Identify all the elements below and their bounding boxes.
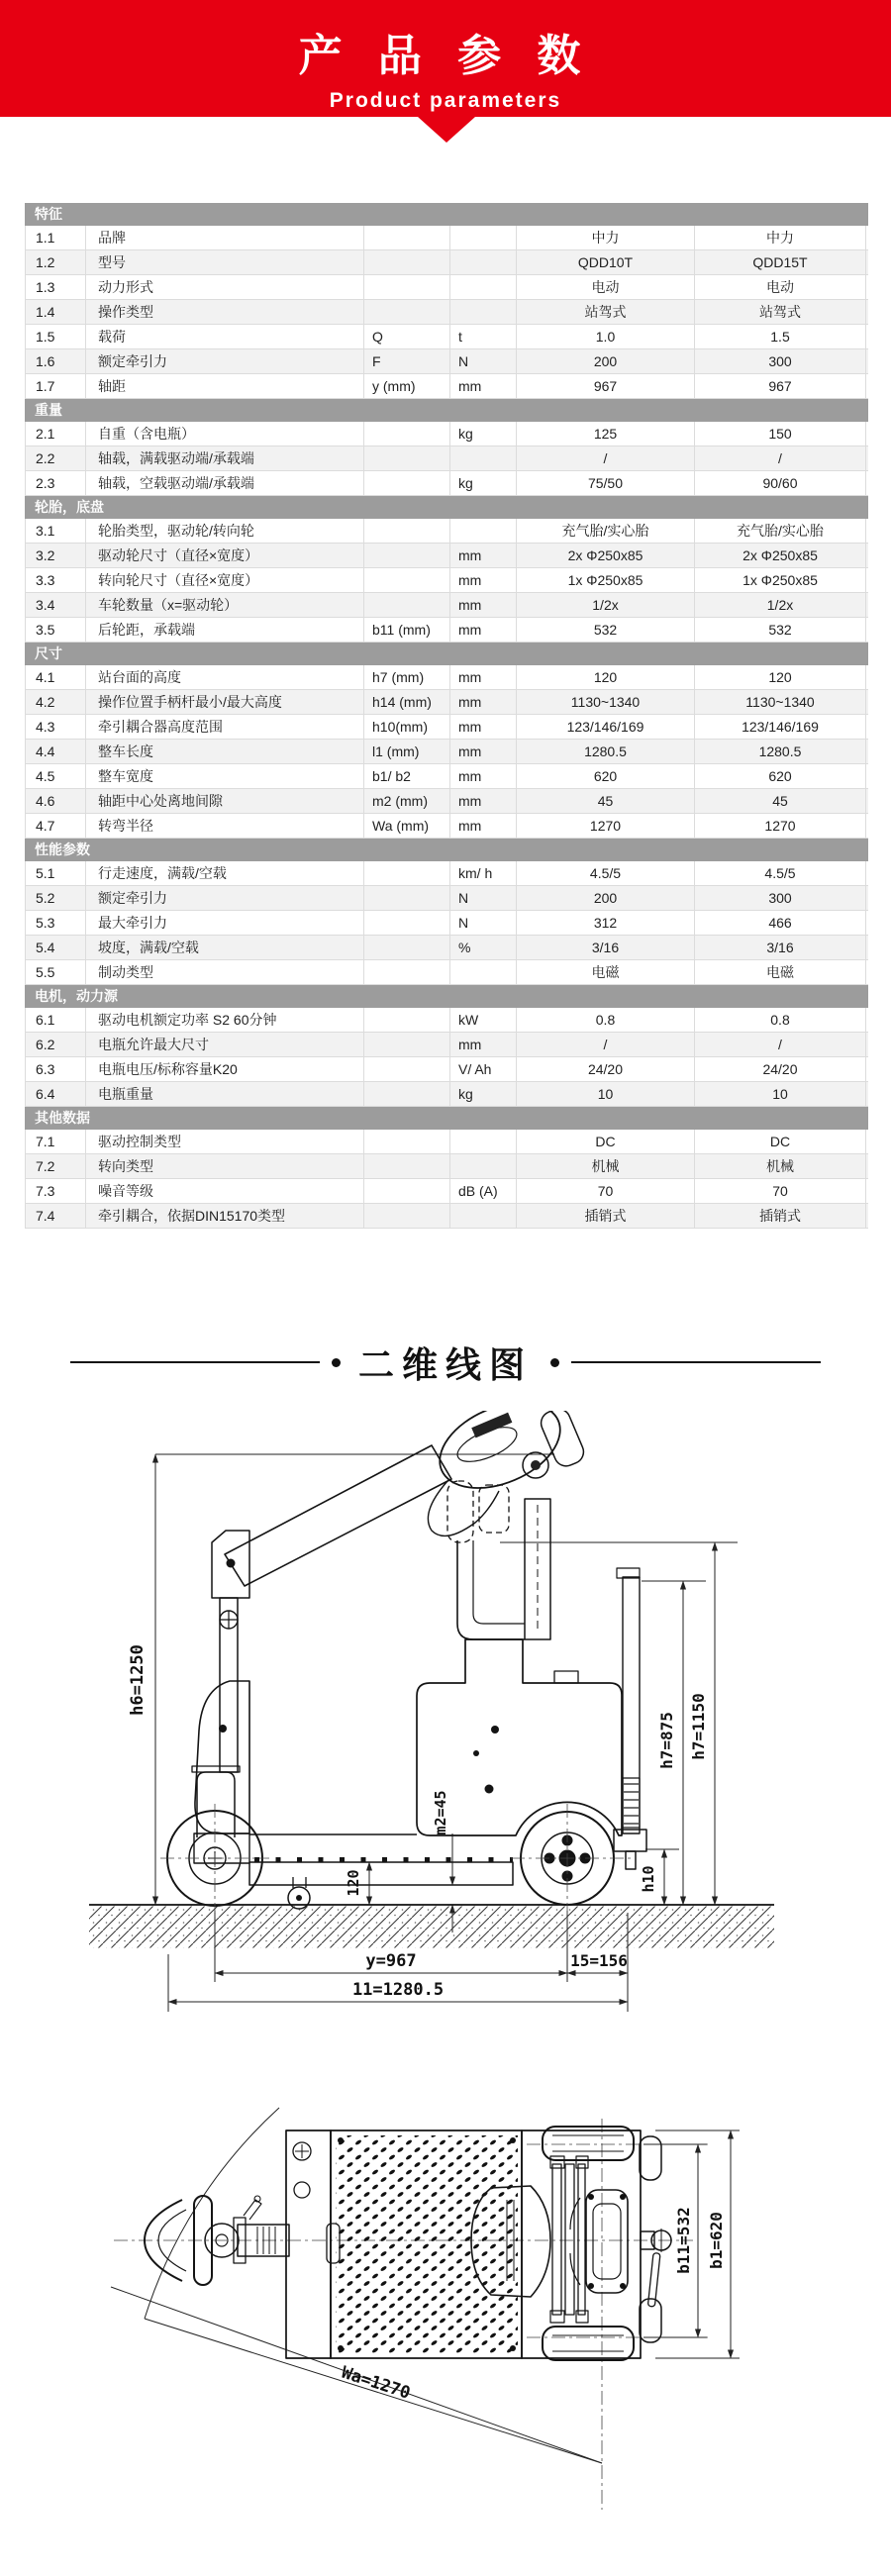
- cell-unit: mm: [450, 690, 517, 714]
- cell-name: 制动类型: [86, 960, 364, 984]
- cell-name: 后轮距，承载端: [86, 618, 364, 642]
- cell-v2: 1x Φ250x85: [695, 568, 866, 592]
- cell-v2: 120: [695, 665, 866, 689]
- cell-v2: 2x Φ250x85: [695, 544, 866, 567]
- table-row: [25, 593, 868, 618]
- cell-v1: 75/50: [517, 471, 695, 495]
- cell-v1: 10: [517, 1082, 695, 1106]
- table-row: [25, 911, 868, 936]
- cell-v2: /: [695, 1033, 866, 1056]
- cell-unit: mm: [450, 740, 517, 763]
- cell-v2: 1.5: [695, 325, 866, 348]
- cell-symbol: b11 (mm): [364, 618, 450, 642]
- table-row: [25, 715, 868, 740]
- table-row: [25, 250, 868, 275]
- cell-symbol: [364, 226, 450, 249]
- table-row: [25, 618, 868, 643]
- cell-v1: 620: [517, 764, 695, 788]
- cell-name: 轴载，满载驱动端/承载端: [86, 446, 364, 470]
- section-header: 轮胎，底盘: [25, 496, 868, 519]
- table-row: [25, 814, 868, 839]
- cell-v1: 312: [517, 911, 695, 935]
- dim-label-platform-height: 120: [345, 1869, 362, 1897]
- cell-no: 3.5: [26, 618, 86, 642]
- cell-no: 3.4: [26, 593, 86, 617]
- cell-symbol: [364, 275, 450, 299]
- table-row: [25, 300, 868, 325]
- cell-v2: 1270: [695, 814, 866, 838]
- cell-name: 整车宽度: [86, 764, 364, 788]
- cell-v1: 4.5/5: [517, 861, 695, 885]
- cell-unit: mm: [450, 593, 517, 617]
- section-header: 特征: [25, 203, 868, 226]
- table-row: [25, 446, 868, 471]
- cell-v2: 150: [695, 422, 866, 446]
- cell-v1: 532: [517, 618, 695, 642]
- cell-v2: 电磁: [695, 960, 866, 984]
- cell-name: 电瓶允许最大尺寸: [86, 1033, 364, 1056]
- cell-no: 3.3: [26, 568, 86, 592]
- dim-label-l5: 15=156: [570, 1951, 628, 1970]
- cell-v2: DC: [695, 1130, 866, 1153]
- top-view-drawing: [79, 2074, 772, 2539]
- cell-unit: km/ h: [450, 861, 517, 885]
- cell-v1: 站驾式: [517, 300, 695, 324]
- cell-v1: 967: [517, 374, 695, 398]
- cell-unit: t: [450, 325, 517, 348]
- table-row: [25, 1082, 868, 1107]
- cell-no: 1.3: [26, 275, 86, 299]
- side-view-drawing: [59, 1411, 842, 2069]
- cell-unit: kg: [450, 1082, 517, 1106]
- page-subtitle: Product parameters: [329, 89, 562, 112]
- cell-v2: 967: [695, 374, 866, 398]
- cell-unit: [450, 275, 517, 299]
- cell-v2: 站驾式: [695, 300, 866, 324]
- cell-name: 坡度，满载/空载: [86, 936, 364, 959]
- dim-label-h10: h10: [640, 1865, 657, 1893]
- cell-v1: 1280.5: [517, 740, 695, 763]
- cell-unit: mm: [450, 618, 517, 642]
- cell-v1: 200: [517, 349, 695, 373]
- cell-name: 轴载，空载驱动端/承载端: [86, 471, 364, 495]
- cell-no: 1.5: [26, 325, 86, 348]
- cell-v1: 1130~1340: [517, 690, 695, 714]
- cell-unit: mm: [450, 665, 517, 689]
- cell-symbol: [364, 300, 450, 324]
- cell-symbol: [364, 446, 450, 470]
- cell-unit: [450, 1204, 517, 1228]
- cell-v1: 2x Φ250x85: [517, 544, 695, 567]
- table-row: [25, 936, 868, 960]
- cell-v2: 1130~1340: [695, 690, 866, 714]
- table-row: [25, 764, 868, 789]
- cell-no: 5.1: [26, 861, 86, 885]
- cell-name: 动力形式: [86, 275, 364, 299]
- table-row: [25, 1130, 868, 1154]
- table-row: [25, 325, 868, 349]
- cell-no: 5.5: [26, 960, 86, 984]
- cell-v1: DC: [517, 1130, 695, 1153]
- cell-symbol: Wa (mm): [364, 814, 450, 838]
- cell-v1: 200: [517, 886, 695, 910]
- cell-no: 6.3: [26, 1057, 86, 1081]
- table-row: [25, 349, 868, 374]
- cell-v2: 123/146/169: [695, 715, 866, 739]
- cell-no: 4.3: [26, 715, 86, 739]
- table-row: [25, 471, 868, 496]
- cell-name: 最大牵引力: [86, 911, 364, 935]
- cell-v1: /: [517, 1033, 695, 1056]
- cell-no: 6.2: [26, 1033, 86, 1056]
- cell-v2: 300: [695, 886, 866, 910]
- cell-symbol: [364, 960, 450, 984]
- dim-label-b1: b1=620: [707, 2212, 726, 2269]
- table-row: [25, 1033, 868, 1057]
- cell-v2: 1/2x: [695, 593, 866, 617]
- cell-unit: [450, 1154, 517, 1178]
- cell-symbol: [364, 1204, 450, 1228]
- cell-no: 2.1: [26, 422, 86, 446]
- table-row: [25, 960, 868, 985]
- cell-unit: mm: [450, 1033, 517, 1056]
- cell-unit: kW: [450, 1008, 517, 1032]
- cell-unit: [450, 300, 517, 324]
- cell-v2: /: [695, 446, 866, 470]
- table-row: [25, 690, 868, 715]
- cell-no: 2.3: [26, 471, 86, 495]
- cell-name: 操作类型: [86, 300, 364, 324]
- cell-name: 轴距: [86, 374, 364, 398]
- cell-symbol: [364, 1057, 450, 1081]
- cell-symbol: [364, 1130, 450, 1153]
- cell-v2: 90/60: [695, 471, 866, 495]
- section-header: 性能参数: [25, 839, 868, 861]
- table-row: [25, 1008, 868, 1033]
- table-row: [25, 374, 868, 399]
- cell-v1: 1270: [517, 814, 695, 838]
- cell-no: 6.1: [26, 1008, 86, 1032]
- cell-v2: 插销式: [695, 1204, 866, 1228]
- cell-no: 4.2: [26, 690, 86, 714]
- vehicle-top-view: [145, 2127, 671, 2360]
- cell-symbol: Q: [364, 325, 450, 348]
- cell-name: 轮胎类型，驱动轮/转向轮: [86, 519, 364, 543]
- cell-v1: 45: [517, 789, 695, 813]
- divider-dot-right: [550, 1358, 559, 1367]
- cell-symbol: [364, 936, 450, 959]
- cell-symbol: [364, 1033, 450, 1056]
- cell-v2: 466: [695, 911, 866, 935]
- dim-label-h7-min: h7=875: [657, 1712, 676, 1769]
- cell-v1: QDD10T: [517, 250, 695, 274]
- cell-name: 站台面的高度: [86, 665, 364, 689]
- cell-no: 3.2: [26, 544, 86, 567]
- cell-v1: 3/16: [517, 936, 695, 959]
- banner-pointer-triangle: [418, 117, 475, 143]
- cell-unit: V/ Ah: [450, 1057, 517, 1081]
- cell-symbol: [364, 593, 450, 617]
- dim-label-wa: Wa=1270: [339, 2362, 413, 2404]
- cell-v1: 插销式: [517, 1204, 695, 1228]
- vehicle-side-view: [160, 1411, 646, 1915]
- cell-name: 型号: [86, 250, 364, 274]
- cell-v1: 电动: [517, 275, 695, 299]
- ground: [89, 1905, 774, 1948]
- cell-no: 7.1: [26, 1130, 86, 1153]
- cell-unit: mm: [450, 544, 517, 567]
- cell-no: 4.5: [26, 764, 86, 788]
- cell-no: 5.2: [26, 886, 86, 910]
- cell-no: 6.4: [26, 1082, 86, 1106]
- cell-v1: 中力: [517, 226, 695, 249]
- cell-symbol: b1/ b2: [364, 764, 450, 788]
- cell-v2: 45: [695, 789, 866, 813]
- cell-name: 车轮数量（x=驱动轮）: [86, 593, 364, 617]
- table-row: [25, 544, 868, 568]
- cell-name: 牵引耦合，依据DIN15170类型: [86, 1204, 364, 1228]
- dim-label-b11: b11=532: [674, 2207, 693, 2274]
- divider-dot-left: [332, 1358, 341, 1367]
- cell-symbol: [364, 519, 450, 543]
- drawings-section-title: 二维线图: [357, 1343, 533, 1385]
- cell-v2: 0.8: [695, 1008, 866, 1032]
- cell-symbol: [364, 422, 450, 446]
- cell-no: 5.3: [26, 911, 86, 935]
- cell-name: 牵引耦合器高度范围: [86, 715, 364, 739]
- cell-v2: QDD15T: [695, 250, 866, 274]
- cell-v2: 300: [695, 349, 866, 373]
- cell-symbol: F: [364, 349, 450, 373]
- cell-symbol: [364, 544, 450, 567]
- cell-unit: %: [450, 936, 517, 959]
- cell-unit: dB (A): [450, 1179, 517, 1203]
- cell-unit: N: [450, 886, 517, 910]
- cell-v2: 24/20: [695, 1057, 866, 1081]
- divider-line-left: [70, 1361, 320, 1363]
- top-view-dimensions: [644, 2130, 740, 2358]
- cell-v1: 70: [517, 1179, 695, 1203]
- cell-no: 4.4: [26, 740, 86, 763]
- cell-name: 电瓶重量: [86, 1082, 364, 1106]
- cell-unit: kg: [450, 471, 517, 495]
- cell-name: 轴距中心处离地间隙: [86, 789, 364, 813]
- cell-unit: [450, 446, 517, 470]
- cell-name: 驱动轮尺寸（直径×宽度）: [86, 544, 364, 567]
- table-row: [25, 1154, 868, 1179]
- cell-symbol: [364, 471, 450, 495]
- cell-v2: 3/16: [695, 936, 866, 959]
- cell-symbol: [364, 1154, 450, 1178]
- cell-v1: 充气胎/实心胎: [517, 519, 695, 543]
- cell-name: 操作位置手柄杆最小/最大高度: [86, 690, 364, 714]
- cell-no: 1.6: [26, 349, 86, 373]
- cell-name: 转向类型: [86, 1154, 364, 1178]
- cell-no: 1.7: [26, 374, 86, 398]
- cell-name: 转向轮尺寸（直径×宽度）: [86, 568, 364, 592]
- cell-v1: 123/146/169: [517, 715, 695, 739]
- table-row: [25, 740, 868, 764]
- cell-v1: 1/2x: [517, 593, 695, 617]
- cell-name: 额定牵引力: [86, 349, 364, 373]
- dim-label-h6: h6=1250: [128, 1644, 148, 1716]
- cell-name: 整车长度: [86, 740, 364, 763]
- cell-no: 7.4: [26, 1204, 86, 1228]
- cell-v1: 125: [517, 422, 695, 446]
- cell-unit: mm: [450, 568, 517, 592]
- cell-no: 1.1: [26, 226, 86, 249]
- cell-symbol: [364, 911, 450, 935]
- table-row: [25, 519, 868, 544]
- cell-name: 额定牵引力: [86, 886, 364, 910]
- cell-symbol: [364, 1082, 450, 1106]
- divider-line-right: [571, 1361, 821, 1363]
- page-title: 产 品 参 数: [298, 32, 593, 80]
- table-row: [25, 226, 868, 250]
- dim-label-h7-max: h7=1150: [689, 1693, 708, 1760]
- cell-name: 驱动控制类型: [86, 1130, 364, 1153]
- table-row: [25, 275, 868, 300]
- cell-no: 5.4: [26, 936, 86, 959]
- cell-v2: 1280.5: [695, 740, 866, 763]
- cell-v2: 充气胎/实心胎: [695, 519, 866, 543]
- section-header: 其他数据: [25, 1107, 868, 1130]
- cell-no: 2.2: [26, 446, 86, 470]
- cell-v2: 4.5/5: [695, 861, 866, 885]
- cell-v1: 1.0: [517, 325, 695, 348]
- cell-no: 1.4: [26, 300, 86, 324]
- cell-name: 自重（含电瓶）: [86, 422, 364, 446]
- cell-v1: 1x Φ250x85: [517, 568, 695, 592]
- cell-name: 品牌: [86, 226, 364, 249]
- cell-v1: 0.8: [517, 1008, 695, 1032]
- cell-name: 电瓶电压/标称容量K20: [86, 1057, 364, 1081]
- cell-symbol: m2 (mm): [364, 789, 450, 813]
- section-divider: [0, 1335, 891, 1390]
- cell-symbol: h10(mm): [364, 715, 450, 739]
- cell-v1: 电磁: [517, 960, 695, 984]
- cell-symbol: [364, 1179, 450, 1203]
- dim-label-wheelbase: y=967: [365, 1951, 417, 1971]
- table-row: [25, 1179, 868, 1204]
- cell-name: 载荷: [86, 325, 364, 348]
- cell-name: 行走速度，满载/空载: [86, 861, 364, 885]
- cell-v2: 机械: [695, 1154, 866, 1178]
- table-row: [25, 1204, 868, 1229]
- cell-no: 4.7: [26, 814, 86, 838]
- table-row: [25, 789, 868, 814]
- cell-symbol: [364, 1008, 450, 1032]
- cell-no: 7.2: [26, 1154, 86, 1178]
- dim-label-l1: 11=1280.5: [351, 1980, 445, 2000]
- cell-v2: 620: [695, 764, 866, 788]
- cell-unit: [450, 226, 517, 249]
- cell-symbol: h7 (mm): [364, 665, 450, 689]
- cell-symbol: l1 (mm): [364, 740, 450, 763]
- cell-unit: [450, 960, 517, 984]
- cell-name: 噪音等级: [86, 1179, 364, 1203]
- table-row: [25, 1057, 868, 1082]
- cell-v1: 120: [517, 665, 695, 689]
- cell-no: 7.3: [26, 1179, 86, 1203]
- cell-unit: mm: [450, 374, 517, 398]
- table-row: [25, 665, 868, 690]
- cell-unit: mm: [450, 764, 517, 788]
- cell-v1: /: [517, 446, 695, 470]
- banner: [0, 0, 891, 117]
- cell-unit: [450, 250, 517, 274]
- cell-v2: 532: [695, 618, 866, 642]
- section-header: 尺寸: [25, 643, 868, 665]
- table-row: [25, 861, 868, 886]
- cell-symbol: y (mm): [364, 374, 450, 398]
- cell-unit: N: [450, 349, 517, 373]
- cell-symbol: [364, 250, 450, 274]
- cell-unit: mm: [450, 715, 517, 739]
- cell-unit: [450, 1130, 517, 1153]
- cell-name: 驱动电机额定功率 S2 60分钟: [86, 1008, 364, 1032]
- dim-label-m2: m2=45: [432, 1790, 449, 1835]
- cell-no: 3.1: [26, 519, 86, 543]
- cell-v2: 70: [695, 1179, 866, 1203]
- cell-v2: 10: [695, 1082, 866, 1106]
- cell-v2: 中力: [695, 226, 866, 249]
- cell-symbol: [364, 568, 450, 592]
- cell-v2: 电动: [695, 275, 866, 299]
- cell-no: 4.1: [26, 665, 86, 689]
- cell-unit: mm: [450, 814, 517, 838]
- cell-symbol: [364, 861, 450, 885]
- table-row: [25, 422, 868, 446]
- cell-unit: [450, 519, 517, 543]
- section-header: 电机，动力源: [25, 985, 868, 1008]
- cell-no: 4.6: [26, 789, 86, 813]
- cell-no: 1.2: [26, 250, 86, 274]
- cell-unit: N: [450, 911, 517, 935]
- cell-unit: kg: [450, 422, 517, 446]
- spec-table: [25, 203, 868, 1229]
- cell-name: 转弯半径: [86, 814, 364, 838]
- table-row: [25, 568, 868, 593]
- cell-symbol: [364, 886, 450, 910]
- section-header: 重量: [25, 399, 868, 422]
- table-row: [25, 886, 868, 911]
- cell-v1: 24/20: [517, 1057, 695, 1081]
- cell-symbol: h14 (mm): [364, 690, 450, 714]
- cell-v1: 机械: [517, 1154, 695, 1178]
- cell-unit: mm: [450, 789, 517, 813]
